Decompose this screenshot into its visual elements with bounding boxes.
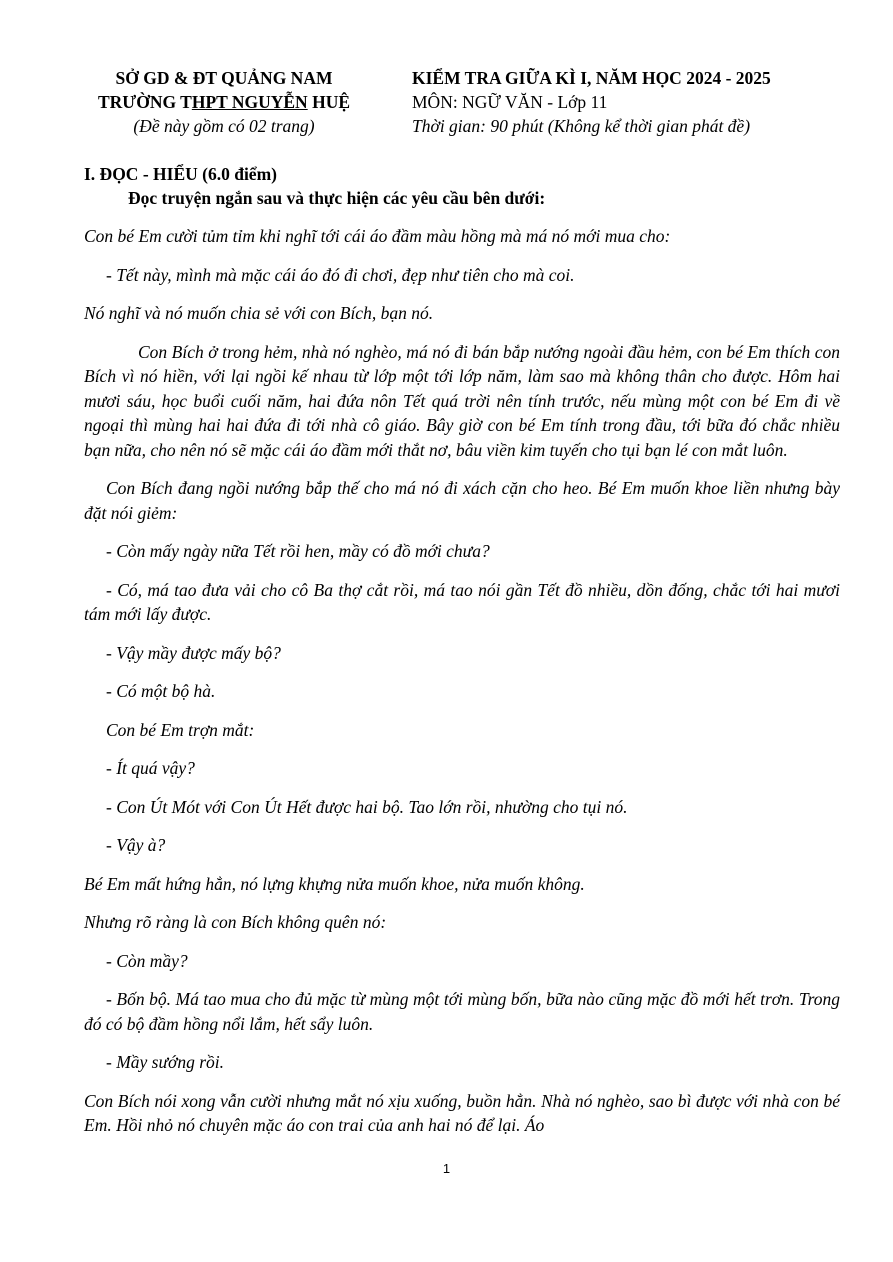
department-name: SỞ GD & ĐT QUẢNG NAM: [115, 68, 333, 88]
story-paragraph: Con bé Em trợn mắt:: [106, 719, 255, 740]
story-dialogue: - Vậy à?: [106, 835, 166, 855]
story-paragraph: Nhưng rõ ràng là con Bích không quên nó:: [84, 912, 387, 932]
section-instruction: Đọc truyện ngắn sau và thực hiện các yêu cầu bên dưới:: [128, 188, 546, 208]
story-dialogue: - Mầy sướng rồi.: [106, 1052, 225, 1072]
story-paragraph: Con Bích ở trong hẻm, nhà nó nghèo, má nó đi bán bắp nướng ngoài đầu hẻm, con bé Em thích con Bích vì nó hiền, với lại ngồi kế nhau từ lớp một tới lớp năm, làm sao mà không thân cho được. Hôm hai mươi sáu, học buổi cuối năm, hai đứa nôn Tết quá trời nên tính trước, nếu mùng một con bé Em đi về ngoại thì mùng hai hai đứa đi tới nhà cô giáo. Bây giờ con bé Em tính trong đầu, tới bữa đó chắc nhiều bạn nữa, cho nên nó sẽ mặc cái áo đầm mới thắt nơ, bâu viền kim tuyến cho tụi bạn lé con mắt luôn.: [84, 341, 840, 460]
school-suffix: HUỆ: [307, 92, 351, 112]
pages-note: (Đề này gồm có 02 trang): [133, 116, 315, 136]
story-paragraph: Nó nghĩ và nó muốn chia sẻ với con Bích, bạn nó.: [84, 303, 434, 323]
school-underlined: HPT NGUYỄN: [191, 92, 308, 112]
story-dialogue: - Con Út Mót với Con Út Hết được hai bộ. Tao lớn rồi, nhường cho tụi nó.: [106, 796, 628, 817]
story-dialogue: - Ít quá vậy?: [106, 758, 195, 778]
header-left: [64, 66, 384, 138]
story-dialogue: - Tết này, mình mà mặc cái áo đó đi chơi, đẹp như tiên cho mà coi.: [106, 264, 575, 285]
story-paragraph: Con Bích đang ngồi nướng bắp thế cho má nó đi xách cặn cho heo. Bé Em muốn khoe liền nhưng bày đặt nói giẻm:: [84, 478, 840, 523]
school-prefix: TRƯỜNG T: [97, 92, 192, 112]
subject-line: MÔN: NGỮ VĂN - Lớp 11: [412, 92, 608, 112]
page-number: 1: [442, 1161, 451, 1176]
story-dialogue: - Còn mầy?: [106, 950, 188, 971]
time-line: Thời gian: 90 phút (Không kể thời gian phát đề): [412, 116, 751, 136]
school-name: [64, 90, 384, 114]
story-dialogue: - Vậy mầy được mấy bộ?: [106, 642, 281, 663]
story-dialogue: - Bốn bộ. Má tao mua cho đủ mặc từ mùng một tới mùng bốn, bữa nào cũng mặc đồ mới hết trơn. Trong đó có bộ đầm hồng nổi lắm, hết sẩy luôn.: [84, 989, 840, 1034]
story-paragraph: Bé Em mất hứng hẳn, nó lựng khựng nửa muốn khoe, nửa muốn không.: [84, 873, 585, 894]
story-paragraph: Con bé Em cười tủm tỉm khi nghĩ tới cái áo đầm màu hồng mà má nó mới mua cho:: [84, 226, 671, 246]
story-text: [84, 224, 840, 1152]
story-dialogue: - Có, má tao đưa vải cho cô Ba thợ cắt rồi, má tao nói gần Tết đồ nhiều, dồn đống, chắc tới hai mươi tám mới lấy được.: [84, 579, 840, 624]
story-paragraph: Con Bích nói xong vẫn cười nhưng mắt nó xịu xuống, buồn hẳn. Nhà nó nghèo, sao bì được với nhà con bé Em. Hồi nhỏ nó chuyên mặc áo con trai của anh hai nó để lại. Áo: [84, 1090, 840, 1135]
section-title: I. ĐỌC - HIỂU (6.0 điểm): [84, 164, 277, 184]
exam-title: KIỂM TRA GIỮA KÌ I, NĂM HỌC 2024 - 2025: [412, 68, 771, 88]
story-dialogue: - Có một bộ hà.: [106, 681, 216, 701]
story-dialogue: - Còn mấy ngày nữa Tết rồi hen, mầy có đồ mới chưa?: [106, 541, 490, 561]
header-right: [412, 66, 862, 138]
